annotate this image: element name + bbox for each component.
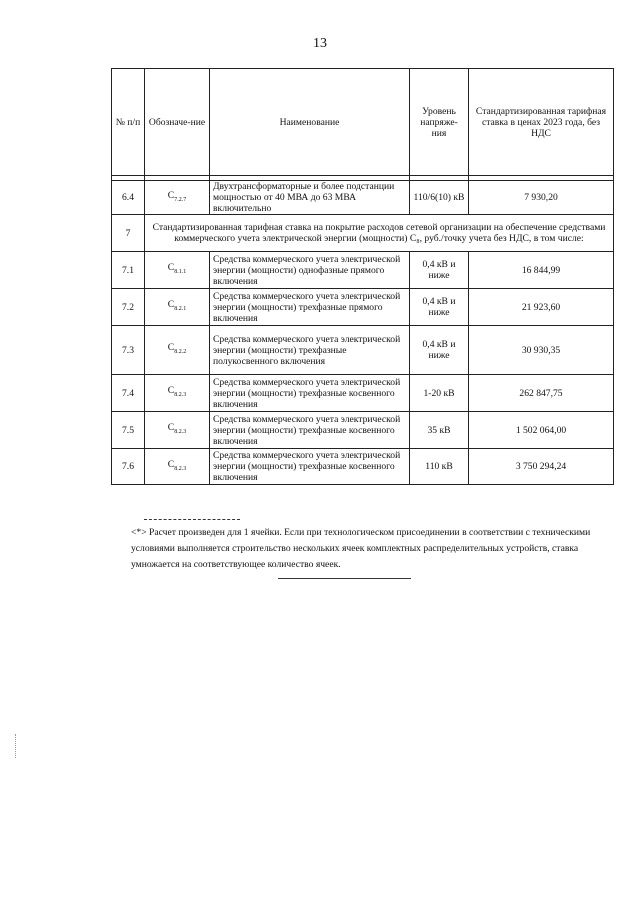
row-code: $C_{8.1.1}$ bbox=[145, 252, 210, 289]
header-rate: Стандартизированная тарифная ставка в ценах 2023 года, без НДС bbox=[469, 69, 614, 176]
row-level: 0,4 кВ и ниже bbox=[410, 289, 469, 326]
row-no: 6.4 bbox=[112, 181, 145, 215]
row-rate: 1 502 064,00 bbox=[469, 412, 614, 449]
row-no: 7 bbox=[112, 215, 145, 252]
table-row bbox=[112, 289, 614, 326]
row-code: $C_{8.2.3}$ bbox=[145, 449, 210, 485]
row-name: Средства коммерческого учета электрической энергии (мощности) трехфазные косвенного включения bbox=[210, 449, 410, 485]
row-rate: 7 930,20 bbox=[469, 181, 614, 215]
table-row bbox=[112, 181, 614, 215]
row-code: $C_{7.2.7}$ bbox=[145, 181, 210, 215]
row-no: 7.2 bbox=[112, 289, 145, 326]
row-no: 7.1 bbox=[112, 252, 145, 289]
tariff-table bbox=[111, 68, 614, 485]
row-no: 7.6 bbox=[112, 449, 145, 485]
row-level: 0,4 кВ и ниже bbox=[410, 326, 469, 375]
row-code: $C_{8.2.2}$ bbox=[145, 326, 210, 375]
row-name: Средства коммерческого учета электрической энергии (мощности) трехфазные косвенного включения bbox=[210, 375, 410, 412]
row-code: $C_{8.2.3}$ bbox=[145, 375, 210, 412]
row-level: 0,4 кВ и ниже bbox=[410, 252, 469, 289]
row-no: 7.5 bbox=[112, 412, 145, 449]
header-level: Уровень напряже-ния bbox=[410, 69, 469, 176]
footnote-separator bbox=[144, 519, 240, 520]
row-name: Средства коммерческого учета электрической энергии (мощности) однофазные прямого включения bbox=[210, 252, 410, 289]
row-rate: 262 847,75 bbox=[469, 375, 614, 412]
row-code: $C_{8.2.1}$ bbox=[145, 289, 210, 326]
row-level: 1-20 кВ bbox=[410, 375, 469, 412]
table-row bbox=[112, 375, 614, 412]
row-level: 35 кВ bbox=[410, 412, 469, 449]
row-name: Средства коммерческого учета электрической энергии (мощности) трехфазные косвенного включения bbox=[210, 412, 410, 449]
header-code: Обозначе-ние bbox=[145, 69, 210, 176]
table-row bbox=[112, 326, 614, 375]
page-number: 13 bbox=[313, 36, 327, 51]
header-no: № п/п bbox=[112, 69, 145, 176]
row-rate: 3 750 294,24 bbox=[469, 449, 614, 485]
table-row bbox=[112, 412, 614, 449]
row-code: $C_{8.2.3}$ bbox=[145, 412, 210, 449]
row-span-text: Стандартизированная тарифная ставка на покрытие расходов сетевой организации на обеспечение средствами коммерческого учета электрической энергии (мощности) C₈, руб./точку учета без НДС, в том числе: bbox=[145, 215, 614, 252]
row-no: 7.4 bbox=[112, 375, 145, 412]
row-name: Средства коммерческого учета электрической энергии (мощности) трехфазные прямого включения bbox=[210, 289, 410, 326]
row-rate: 16 844,99 bbox=[469, 252, 614, 289]
header-name: Наименование bbox=[210, 69, 410, 176]
margin-mark bbox=[15, 734, 17, 758]
table-row bbox=[112, 252, 614, 289]
footnote-text: <*> Расчет произведен для 1 ячейки. Если при технологическом присоединении в соответствии с техническими условиями выполняется строительство нескольких ячеек комплектных распределительных устройств, ставка умножается на соответствующее количество ячеек. bbox=[131, 527, 591, 570]
row-rate: 30 930,35 bbox=[469, 326, 614, 375]
table-header-row bbox=[112, 69, 614, 176]
table-row bbox=[112, 215, 614, 252]
row-name: Средства коммерческого учета электрической энергии (мощности) трехфазные полукосвенного включения bbox=[210, 326, 410, 375]
row-rate: 21 923,60 bbox=[469, 289, 614, 326]
row-level: 110 кВ bbox=[410, 449, 469, 485]
row-no: 7.3 bbox=[112, 326, 145, 375]
end-of-document-line bbox=[278, 578, 411, 579]
row-level: 110/6(10) кВ bbox=[410, 181, 469, 215]
table-row bbox=[112, 449, 614, 485]
row-name: Двухтрансформаторные и более подстанции мощностью от 40 МВА до 63 МВА включительно bbox=[210, 181, 410, 215]
